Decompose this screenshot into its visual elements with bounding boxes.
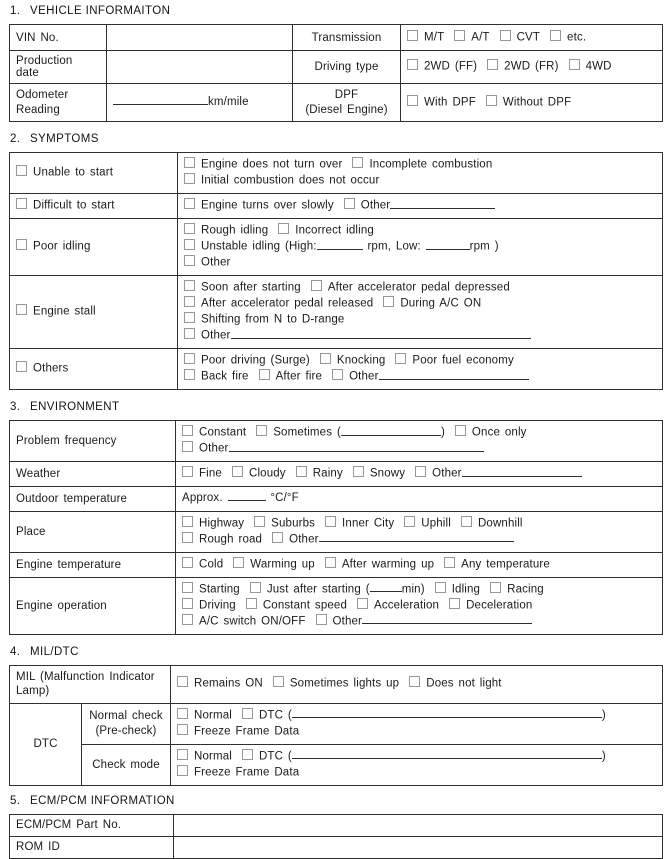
normal-check-line1: Normal check: [89, 710, 163, 722]
problem-frequency-label-cell: Problem frequency: [10, 421, 176, 462]
symptom-others-cell: [10, 349, 178, 390]
form-line: [407, 95, 656, 111]
symptom-engine-stall-options: [178, 276, 663, 349]
vehicle-information-table: [9, 24, 663, 122]
checkbox-label: Inner City: [342, 517, 395, 529]
checkbox[interactable]: [569, 59, 580, 70]
checkbox[interactable]: [383, 296, 394, 307]
checkbox[interactable]: [311, 280, 322, 291]
form-line: [184, 296, 656, 312]
dtc-label-cell: DTC: [10, 703, 82, 785]
checkbox-label: After accelerator pedal released: [201, 297, 374, 310]
fill-in-blank[interactable]: [228, 491, 266, 501]
checkbox-label: Other: [199, 442, 229, 455]
symptoms-table: [9, 152, 663, 390]
form-line: [16, 165, 171, 181]
checkbox[interactable]: [184, 239, 195, 250]
text: min): [401, 583, 425, 595]
checkbox-label: After warming up: [341, 558, 435, 570]
checkbox[interactable]: [325, 557, 336, 568]
problem-frequency-options: [176, 421, 663, 462]
section-2-number: 2.: [10, 133, 21, 145]
form-line: [184, 369, 656, 385]
form-line: [182, 532, 656, 548]
checkbox-label: Poor idling: [33, 240, 91, 253]
checkbox-label: With DPF: [424, 96, 476, 108]
form-line: [177, 708, 656, 724]
text: Approx.: [182, 492, 228, 504]
form-line: [16, 239, 171, 255]
checkbox[interactable]: [461, 516, 472, 527]
checkbox-label: Once only: [471, 426, 527, 439]
checkbox-label: Normal: [194, 750, 232, 762]
checkbox-label: Rainy: [312, 467, 343, 480]
form-line: [16, 304, 171, 320]
dpf-options-cell: [401, 84, 663, 122]
checkbox-label: Back fire: [201, 370, 249, 383]
checkbox[interactable]: [332, 369, 343, 380]
checkbox[interactable]: [16, 165, 27, 176]
form-line: [184, 173, 656, 189]
symptom-others-options: [178, 349, 663, 390]
checkbox[interactable]: [184, 198, 195, 209]
checkbox[interactable]: [182, 557, 193, 568]
mil-label-cell: [10, 665, 171, 703]
checkbox-label: Cold: [199, 558, 224, 570]
checkbox-label: 4WD: [585, 60, 612, 73]
section-5-header: [10, 795, 662, 807]
checkbox-label: Unstable idling (High:: [201, 240, 317, 253]
checkbox[interactable]: [500, 30, 511, 41]
checkbox[interactable]: [357, 598, 368, 609]
checkbox[interactable]: [233, 557, 244, 568]
table-row: [10, 703, 663, 744]
dtc-normal-check-options: [171, 703, 663, 744]
table-row: [10, 153, 663, 194]
dpf-label-line1: DPF: [334, 89, 359, 101]
checkbox-label: Rough road: [199, 533, 263, 545]
checkbox-label: Uphill: [421, 517, 451, 529]
checkbox[interactable]: [242, 708, 253, 719]
dpf-label-cell: [293, 84, 401, 122]
checkbox[interactable]: [184, 223, 195, 234]
checkbox-label: After accelerator pedal depressed: [327, 281, 510, 294]
section-1-title: VEHICLE INFORMAITON: [30, 5, 171, 17]
checkbox[interactable]: [490, 582, 501, 593]
checkbox[interactable]: [316, 614, 327, 625]
checkbox-label: etc.: [567, 31, 587, 43]
checkbox-label: After fire: [275, 370, 323, 383]
vin-label-cell: VIN No.: [10, 25, 107, 51]
checkbox-label: Just after starting (: [266, 583, 370, 595]
checkbox[interactable]: [256, 425, 267, 436]
checkbox[interactable]: [454, 30, 465, 41]
checkbox-label: A/T: [471, 31, 490, 43]
checkbox[interactable]: [320, 353, 331, 364]
table-row: [10, 25, 663, 51]
outdoor-temperature-label-cell: Outdoor temperature: [10, 487, 176, 512]
checkbox[interactable]: [455, 425, 466, 436]
checkbox-label: Others: [33, 362, 69, 375]
symptom-difficult-to-start-options: [178, 194, 663, 219]
checkbox[interactable]: [184, 369, 195, 380]
form-line: [177, 724, 656, 740]
symptom-poor-idling-options: [178, 219, 663, 276]
dtc-normal-check-label-cell: [82, 703, 171, 744]
rom-id-input-cell[interactable]: [174, 836, 663, 858]
checkbox-label: Downhill: [477, 517, 523, 529]
checkbox-label: Normal: [194, 709, 232, 721]
mil-label-line1: MIL (Malfunction Indicator: [16, 670, 155, 683]
fill-in-blank[interactable]: [341, 426, 441, 436]
checkbox[interactable]: [404, 516, 415, 527]
form-line: [182, 466, 656, 482]
checkbox[interactable]: [487, 59, 498, 70]
section-3-number: 3.: [10, 401, 21, 413]
table-row: [10, 577, 663, 634]
checkbox[interactable]: [352, 157, 363, 168]
checkbox-label: Snowy: [369, 467, 406, 480]
checkbox[interactable]: [407, 59, 418, 70]
form-line: [407, 30, 656, 46]
checkbox-label: Other: [360, 199, 391, 212]
checkbox[interactable]: [16, 361, 27, 372]
fill-in-blank[interactable]: [370, 582, 402, 592]
table-row: [10, 84, 663, 122]
driving-type-options-cell: [401, 51, 663, 84]
checkbox-label: DTC (: [258, 709, 292, 721]
checkbox[interactable]: [296, 466, 307, 477]
form-line: [177, 765, 656, 781]
fill-in-blank[interactable]: [113, 95, 208, 105]
place-options: [176, 511, 663, 552]
checkbox-label: Other: [332, 615, 363, 627]
engine-temperature-label-cell: Engine temperature: [10, 552, 176, 577]
form-line: [182, 582, 656, 598]
checkbox[interactable]: [395, 353, 406, 364]
table-row: [10, 836, 663, 858]
normal-check-line2: (Pre-check): [95, 724, 157, 737]
section-1-header: [10, 5, 662, 17]
section-2-header: [10, 133, 662, 145]
form-line: [182, 598, 656, 614]
form-line: [182, 441, 656, 457]
section-1-number: 1.: [10, 5, 21, 17]
form-line: [184, 280, 656, 296]
form-line: [177, 749, 656, 765]
dtc-check-mode-options: [171, 744, 663, 785]
checkbox[interactable]: [184, 296, 195, 307]
checkbox-label: Freeze Frame Data: [194, 725, 300, 737]
checkbox[interactable]: [182, 614, 193, 625]
checkbox-label: Engine turns over slowly: [201, 199, 334, 212]
checkbox[interactable]: [259, 369, 270, 380]
checkbox-label: Other: [201, 329, 231, 342]
checkbox-label: Sometimes lights up: [289, 677, 400, 690]
checkbox-label: 2WD (FF): [424, 60, 478, 73]
odometer-label-line2: Reading: [16, 103, 60, 116]
checkbox[interactable]: [353, 466, 364, 477]
fill-in-blank[interactable]: [362, 614, 532, 624]
checkbox-label: DTC (: [258, 750, 292, 762]
place-label-cell: Place: [10, 511, 176, 552]
checkbox[interactable]: [250, 582, 261, 593]
checkbox[interactable]: [246, 598, 257, 609]
section-5-title: ECM/PCM INFORMATION: [30, 794, 175, 807]
checkbox[interactable]: [407, 95, 418, 106]
ecm-part-no-label-cell: ECM/PCM Part No.: [10, 814, 174, 836]
checkbox[interactable]: [16, 198, 27, 209]
engine-operation-label-cell: Engine operation: [10, 577, 176, 634]
checkbox[interactable]: [177, 676, 188, 687]
checkbox[interactable]: [182, 466, 193, 477]
symptom-unable-to-start-cell: [10, 153, 178, 194]
table-row: [10, 744, 663, 785]
section-3-header: [10, 401, 662, 413]
text: rpm ): [469, 240, 499, 253]
form-line: [16, 361, 171, 377]
fill-in-blank[interactable]: [317, 240, 363, 250]
checkbox-label: Other: [289, 533, 319, 545]
checkbox-label: Deceleration: [466, 599, 533, 611]
form-line: [182, 557, 656, 573]
table-row: [10, 487, 663, 512]
checkbox[interactable]: [435, 582, 446, 593]
form-line: [184, 198, 656, 214]
mil-label-line2: Lamp): [16, 685, 50, 697]
transmission-label-cell: Transmission: [293, 25, 401, 51]
table-row: [10, 219, 663, 276]
fill-in-blank[interactable]: [292, 708, 602, 718]
checkbox[interactable]: [184, 157, 195, 168]
mil-options: [171, 665, 663, 703]
checkbox[interactable]: [409, 676, 420, 687]
table-row: [10, 421, 663, 462]
weather-options: [176, 462, 663, 487]
engine-temperature-options: [176, 552, 663, 577]
production-date-input-cell[interactable]: [107, 51, 293, 84]
checkbox[interactable]: [16, 304, 27, 315]
checkbox-label: Knocking: [336, 354, 386, 367]
symptom-poor-idling-cell: [10, 219, 178, 276]
checkbox[interactable]: [177, 749, 188, 760]
text: °C/°F: [265, 492, 299, 504]
form-line: [113, 95, 286, 111]
form-line: [182, 614, 656, 630]
checkbox-label: Poor driving (Surge): [201, 354, 310, 367]
checkbox[interactable]: [182, 532, 193, 543]
weather-label-cell: Weather: [10, 462, 176, 487]
table-row: [10, 51, 663, 84]
checkbox-label: A/C switch ON/OFF: [199, 615, 306, 627]
section-4-title: MIL/DTC: [30, 645, 79, 658]
checkbox[interactable]: [325, 516, 336, 527]
checkbox-label: Soon after starting: [201, 281, 301, 294]
form-line: [184, 157, 656, 173]
checkbox[interactable]: [444, 557, 455, 568]
checkbox-label: Other: [201, 256, 231, 269]
fill-in-blank[interactable]: [231, 329, 531, 339]
form-line: [182, 516, 656, 532]
table-row: [10, 665, 663, 703]
checkbox[interactable]: [273, 676, 284, 687]
checkbox-label: Initial combustion does not occur: [201, 174, 380, 187]
fill-in-blank[interactable]: [319, 532, 514, 542]
text: ): [601, 750, 606, 762]
section-3-title: ENVIRONMENT: [30, 401, 120, 413]
text: ): [601, 709, 606, 721]
fill-in-blank[interactable]: [390, 199, 495, 209]
engine-operation-options: [176, 577, 663, 634]
checkbox[interactable]: [184, 173, 195, 184]
ecm-pcm-table: [9, 814, 663, 859]
checkbox[interactable]: [242, 749, 253, 760]
checkbox-label: Idling: [451, 583, 481, 595]
checkbox-label: Warming up: [250, 558, 315, 570]
section-4-number: 4.: [10, 645, 21, 658]
symptom-unable-to-start-options: [178, 153, 663, 194]
checkbox-label: Fine: [199, 467, 222, 480]
section-4-header: [10, 646, 662, 658]
odometer-input-cell[interactable]: [107, 84, 293, 122]
table-row: [10, 276, 663, 349]
form-line: [177, 676, 656, 692]
form-line: [184, 328, 656, 344]
checkbox[interactable]: [272, 532, 283, 543]
checkbox-label: Acceleration: [374, 599, 440, 611]
checkbox-label: Freeze Frame Data: [194, 766, 300, 778]
form-line: [182, 491, 656, 507]
symptom-engine-stall-cell: [10, 276, 178, 349]
checkbox[interactable]: [184, 255, 195, 266]
checkbox[interactable]: [177, 708, 188, 719]
text: km/mile: [208, 95, 249, 108]
checkbox-label: Racing: [507, 583, 544, 595]
checkbox[interactable]: [415, 466, 426, 477]
checkbox-label: Incomplete combustion: [369, 158, 493, 171]
symptom-difficult-to-start-cell: [10, 194, 178, 219]
fill-in-blank[interactable]: [292, 749, 602, 759]
checkbox-label: CVT: [516, 31, 541, 43]
checkbox-label: Driving: [199, 599, 236, 611]
checkbox-label: Incorrect idling: [295, 224, 374, 237]
checkbox-label: Highway: [199, 517, 245, 529]
checkbox-label: During A/C ON: [400, 297, 482, 310]
section-2-title: SYMPTOMS: [30, 133, 99, 145]
checkbox[interactable]: [182, 582, 193, 593]
checkbox[interactable]: [184, 312, 195, 323]
form-line: [184, 312, 656, 328]
checkbox-label: Other: [349, 370, 379, 383]
table-row: [10, 552, 663, 577]
fill-in-blank[interactable]: [229, 442, 484, 452]
checkbox[interactable]: [184, 353, 195, 364]
table-row: [10, 462, 663, 487]
form-line: [184, 255, 656, 271]
table-row: [10, 194, 663, 219]
checkbox[interactable]: [182, 598, 193, 609]
checkbox[interactable]: [550, 30, 561, 41]
mil-dtc-table: [9, 665, 663, 786]
checkbox-label: Remains ON: [194, 677, 263, 690]
checkbox-label: Constant speed: [262, 599, 347, 611]
driving-type-label-cell: Driving type: [293, 51, 401, 84]
odometer-label-line1: Odometer: [16, 89, 69, 101]
checkbox-label: Difficult to start: [33, 199, 115, 212]
form-line: [182, 425, 656, 441]
transmission-options-cell: [401, 25, 663, 51]
checkbox-label: 2WD (FR): [504, 60, 559, 73]
checkbox[interactable]: [486, 95, 497, 106]
checkbox[interactable]: [254, 516, 265, 527]
text: rpm, Low:: [362, 240, 426, 253]
checkbox-label: Suburbs: [271, 517, 316, 529]
checkbox[interactable]: [177, 724, 188, 735]
form-line: [184, 353, 656, 369]
checkbox-label: Engine stall: [33, 305, 96, 318]
checkbox-label: Cloudy: [248, 467, 286, 480]
checkbox[interactable]: [278, 223, 289, 234]
checkbox-label: Rough idling: [201, 224, 269, 237]
checkbox-label: Starting: [199, 583, 240, 595]
fill-in-blank[interactable]: [379, 370, 529, 380]
environment-table: [9, 420, 663, 635]
checkbox[interactable]: [182, 425, 193, 436]
checkbox-label: Any temperature: [461, 558, 550, 570]
production-date-label-cell: Production date: [10, 51, 107, 84]
fill-in-blank[interactable]: [426, 240, 470, 250]
checkbox[interactable]: [344, 198, 355, 209]
checkbox[interactable]: [182, 441, 193, 452]
checkbox-label: Engine does not turn over: [201, 158, 343, 171]
checkbox-label: Unable to start: [33, 166, 114, 179]
form-line: [407, 59, 656, 75]
checkbox[interactable]: [16, 239, 27, 250]
table-row: [10, 349, 663, 390]
table-row: [10, 511, 663, 552]
fill-in-blank[interactable]: [462, 467, 582, 477]
checkbox[interactable]: [182, 516, 193, 527]
checkbox-label: Shifting from N to D-range: [201, 313, 345, 326]
dtc-check-mode-label-cell: Check mode: [82, 744, 171, 785]
dpf-label-line2: (Diesel Engine): [305, 103, 388, 116]
form-line: [184, 223, 656, 239]
checkbox-label: Without DPF: [502, 96, 572, 108]
checkbox-label: Poor fuel economy: [412, 354, 514, 367]
checkbox[interactable]: [184, 280, 195, 291]
section-5-number: 5.: [10, 794, 21, 807]
outdoor-temperature-value: [176, 487, 663, 512]
checkbox-label: Other: [432, 467, 462, 480]
vin-input-cell[interactable]: [107, 25, 293, 51]
checkbox[interactable]: [184, 328, 195, 339]
checkbox-label: M/T: [424, 31, 445, 43]
odometer-label-cell: [10, 84, 107, 122]
checkbox-label: Does not light: [426, 677, 502, 690]
rom-id-label-cell: ROM ID: [10, 836, 174, 858]
checkbox[interactable]: [177, 765, 188, 776]
checkbox-label: Constant: [199, 426, 247, 439]
checkbox-label: Sometimes (: [273, 426, 341, 439]
form-line: [184, 239, 656, 255]
checkbox[interactable]: [449, 598, 460, 609]
checkbox[interactable]: [232, 466, 243, 477]
form-line: [16, 198, 171, 214]
checkbox[interactable]: [407, 30, 418, 41]
text: ): [440, 426, 445, 439]
